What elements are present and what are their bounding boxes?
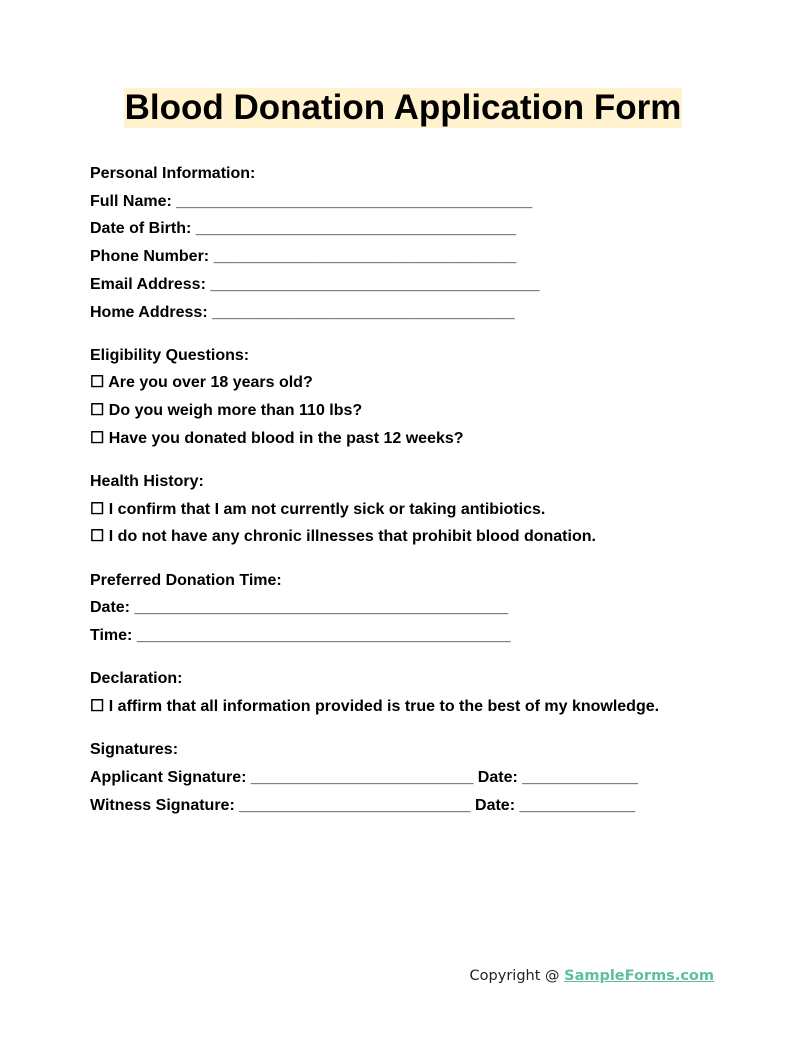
- copyright-footer: [470, 968, 714, 984]
- full-name-field[interactable]: Full Name: ________________________________________: [90, 192, 533, 210]
- signatures-section: [90, 736, 770, 819]
- email-address-field[interactable]: Email Address: _____________________________________: [90, 275, 540, 293]
- age-checkbox[interactable]: ☐ Are you over 18 years old?: [90, 374, 313, 392]
- no-chronic-illness-checkbox[interactable]: ☐ I do not have any chronic illnesses that prohibit blood donation.: [90, 528, 596, 546]
- health-history-heading: Health History:: [90, 473, 204, 491]
- weight-checkbox[interactable]: ☐ Do you weigh more than 110 lbs?: [90, 402, 363, 420]
- not-sick-checkbox[interactable]: ☐ I confirm that I am not currently sick or taking antibiotics.: [90, 500, 546, 518]
- title-container: [0, 88, 806, 128]
- signatures-heading: Signatures:: [90, 741, 179, 759]
- page-title: Blood Donation Application Form: [124, 88, 682, 127]
- date-of-birth-field[interactable]: Date of Birth: ____________________________________: [90, 220, 517, 238]
- witness-signature-field[interactable]: Witness Signature: __________________________ Date: _____________: [90, 796, 636, 814]
- declaration-checkbox[interactable]: ☐ I affirm that all information provided is true to the best of my knowledge.: [90, 697, 660, 715]
- health-history-section: [90, 468, 770, 551]
- home-address-field[interactable]: Home Address: __________________________________: [90, 303, 515, 321]
- personal-information-section: [90, 160, 770, 326]
- phone-number-field[interactable]: Phone Number: __________________________________: [90, 248, 517, 266]
- declaration-section: [90, 665, 770, 720]
- copyright-text: Copyright @: [469, 968, 565, 984]
- eligibility-heading: Eligibility Questions:: [90, 346, 250, 364]
- applicant-signature-field[interactable]: Applicant Signature: _________________________ Date: _____________: [90, 768, 638, 786]
- sampleforms-link[interactable]: SampleForms.com: [564, 968, 714, 984]
- donation-time-section: [90, 567, 770, 650]
- personal-information-heading: Personal Information:: [90, 165, 256, 182]
- donation-time-field[interactable]: Time: __________________________________________: [90, 627, 511, 645]
- declaration-heading: Declaration:: [90, 670, 183, 688]
- eligibility-section: [90, 342, 770, 453]
- form-body: [90, 160, 770, 835]
- recent-donation-checkbox[interactable]: ☐ Have you donated blood in the past 12 weeks?: [90, 429, 464, 447]
- donation-time-heading: Preferred Donation Time:: [90, 571, 282, 589]
- donation-date-field[interactable]: Date: __________________________________________: [90, 599, 509, 617]
